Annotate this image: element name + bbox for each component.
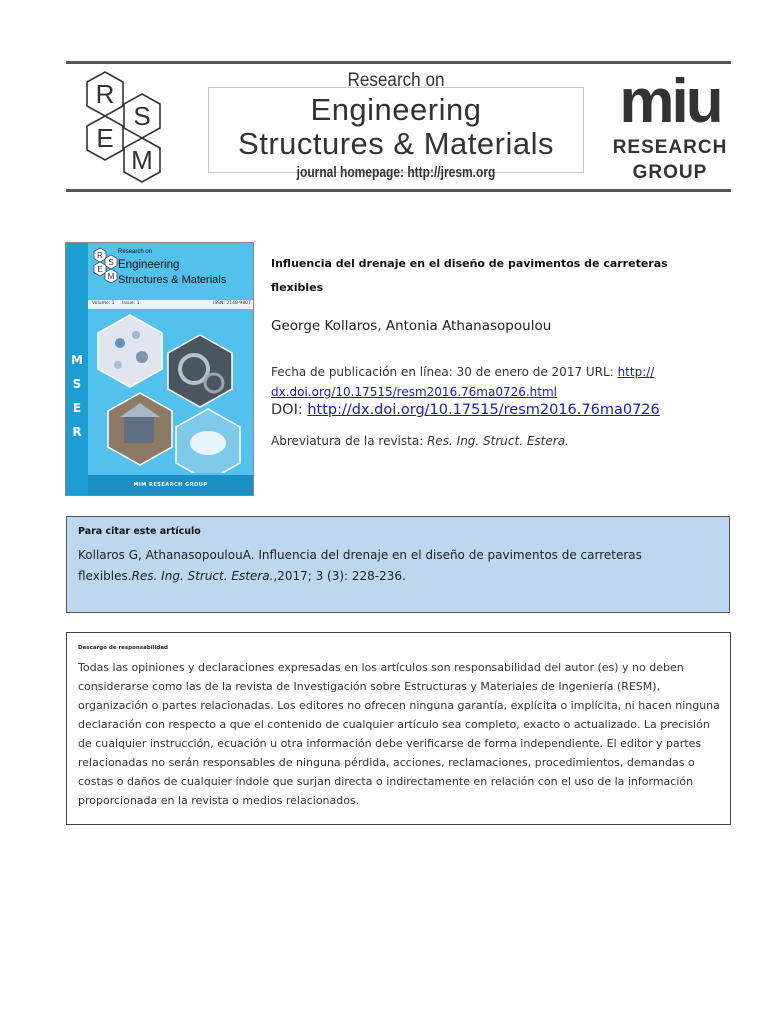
cite-heading: Para citar este artículo	[78, 526, 201, 537]
cover-title-line1: Research on	[118, 249, 153, 255]
cover-side-letter: M	[71, 353, 83, 367]
journal-title-line2: Engineering	[310, 92, 482, 127]
article-title-line1: Influencia del drenaje en el diseño de pavimentos de carreteras	[271, 257, 668, 270]
cover-logo-m: M	[107, 272, 115, 281]
abbr-value: Res. Ing. Struct. Estera.	[427, 434, 569, 448]
journal-homepage: journal homepage: http://jresm.org	[296, 164, 496, 181]
article-authors: George Kollaros, Antonia Athanasopoulou	[271, 318, 552, 334]
cover-title-line3: Structures & Materials	[118, 274, 227, 286]
disclaimer-heading: Descargo de responsabilidad	[78, 645, 168, 651]
journal-title-line3: Structures & Materials	[238, 126, 554, 161]
publisher-line1: RESEARCH	[612, 137, 728, 158]
logo-letter-m: M	[131, 145, 153, 175]
cover-band: MIM RESEARCH GROUP	[88, 475, 253, 495]
cover-logo	[92, 247, 120, 287]
cover-hexagon-images	[90, 313, 250, 473]
cover-hex-molecules	[98, 315, 162, 387]
cite-text-journal: Res. Ing. Struct. Estera.	[131, 569, 274, 583]
logo-letter-r: R	[95, 79, 115, 109]
cover-side-letter: R	[72, 425, 82, 439]
journal-cover	[65, 242, 254, 496]
article-title	[271, 252, 671, 300]
cover-volume: Volume: 1	[92, 301, 115, 306]
cover-logo-s: S	[108, 258, 114, 267]
resm-logo	[78, 70, 178, 186]
logo-letter-e: E	[96, 123, 114, 153]
cover-logo-r: R	[97, 251, 103, 260]
cover-side-letter: E	[72, 401, 82, 415]
publication-date	[271, 362, 701, 402]
cover-issue: Issue: 1	[122, 301, 140, 306]
cover-meta-bar	[88, 300, 253, 309]
abbr-label: Abreviatura de la revista:	[271, 434, 428, 448]
journal-title-line1: Research on	[347, 70, 445, 91]
journal-abbreviation	[271, 434, 711, 448]
miu-logo	[618, 74, 722, 132]
header-top-rule	[66, 61, 731, 64]
cover-issn: ISSN: 2148-9807	[213, 301, 251, 306]
cover-side-letters	[69, 348, 85, 444]
article-doi	[271, 402, 711, 418]
cover-side-letter: S	[72, 377, 82, 391]
article-title-line2: flexibles	[271, 281, 324, 294]
pub-date-text: Fecha de publicación en línea: 30 de enero de 2017 URL:	[271, 365, 618, 379]
cover-title-line2: Engineering	[118, 259, 180, 271]
logo-letter-s: S	[133, 101, 151, 131]
header-bottom-rule	[66, 189, 731, 192]
cover-logo-e: E	[97, 265, 103, 274]
cover-hex-gears	[168, 335, 232, 407]
cite-box	[66, 516, 730, 613]
miu-logo-text: miu	[619, 74, 721, 132]
cite-text	[78, 545, 718, 587]
doi-label: DOI:	[271, 402, 308, 418]
publisher-line2: GROUP	[632, 162, 708, 183]
cite-text-plain: Kollaros G, AthanasopoulouA. Influencia del drenaje en el diseño de pavimentos de carreteras flexibles.	[78, 548, 642, 583]
doi-link[interactable]: http://dx.doi.org/10.17515/resm2016.76ma0726	[307, 402, 660, 418]
disclaimer-box	[66, 632, 731, 825]
article-url-link-cont[interactable]: dx.doi.org/10.17515/resm2016.76ma0726.html	[271, 385, 558, 399]
cite-text-tail: ,2017; 3 (3): 228-236.	[273, 569, 406, 583]
disclaimer-body: Todas las opiniones y declaraciones expresadas en los artículos son responsabilidad del autor (es) y no deben considerarse como las de la revista de Investigación sobre Estructuras y Materiales de Ingeniería (RESM), organización o partes relacionadas. Los editores no ofrecen ninguna garantía, explícita o implícita, ni hacen ninguna declaración con respecto a que el contenido de cualquier artículo sea completo, exacto o actualizado. La precisión de cualquier instrucción, ecuación u otra información debe verificarse de forma independiente. El editor y partes relacionadas no serán responsables de ninguna pérdida, acciones, reclamaciones, procedimientos, demandas o costas o daños de cualquier índole que surjan directa o indirectamente en relación con el uso de la información proporcionada en la revista o medios relacionados.	[78, 661, 720, 807]
article-url-link[interactable]: http://	[617, 365, 655, 379]
